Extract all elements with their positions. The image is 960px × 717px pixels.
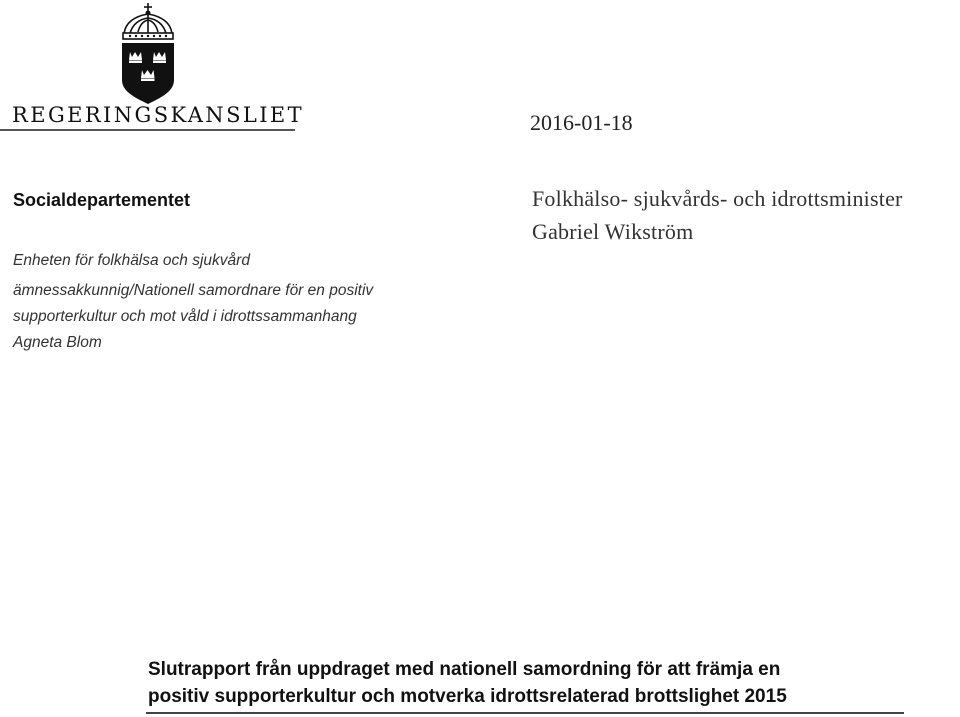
sender-title-line-1: ämnessakkunnig/Nationell samordnare för en positiv — [13, 282, 374, 299]
sender-unit: Enheten för folkhälsa och sjukvård — [13, 252, 250, 269]
subject-underline — [146, 712, 904, 714]
recipient-name: Gabriel Wikström — [532, 219, 694, 244]
coat-of-arms-icon — [114, 2, 182, 106]
document-date: 2016-01-18 — [530, 110, 633, 135]
header-divider — [0, 129, 295, 131]
subject-line-2: positiv supporterkultur och motverka idrottsrelaterad brottslighet 2015 — [148, 686, 787, 707]
sender-name: Agneta Blom — [13, 334, 102, 351]
organization-wordmark: REGERINGSKANSLIET — [12, 103, 305, 127]
sender-department: Socialdepartementet — [13, 190, 191, 210]
recipient-title: Folkhälso- sjukvårds- och idrottsminister — [532, 186, 903, 211]
sender-title-line-2: supporterkultur och mot våld i idrottssammanhang — [13, 308, 357, 325]
subject-line-1: Slutrapport från uppdraget med nationell samordning för att främja en — [148, 659, 781, 680]
